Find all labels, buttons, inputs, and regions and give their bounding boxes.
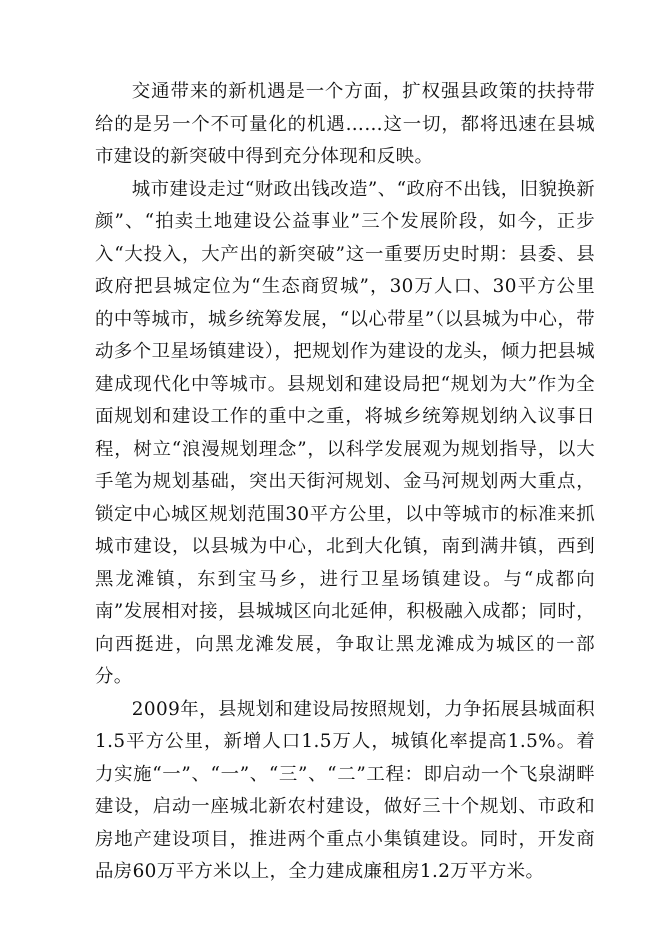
- document-body: [95, 76, 595, 889]
- paragraph-transport-opportunity: 交通带来的新机遇是一个方面，扩权强县政策的扶持带给的是另一个不可量化的机遇……这一切，都将迅速在县城市建设的新突破中得到充分体现和反映。: [95, 81, 595, 167]
- paragraph-urban-planning: 城市建设走过“财政出钱改造”、“政府不出钱，旧貌换新颜”、“拍卖土地建设公益事业”三个发展阶段，如今，正步入“大投入，大产出的新突破”这一重要历史时期：县委、县政府把县城定位为“生态商贸城”，30万人口、30平方公里的中等城市，城乡统筹发展，“以心带星”（以县城为中心，带动多个卫星场镇建设），把规划作为建设的龙头，倾力把县城建成现代化中等城市。县规划和建设局把“规划为大”作为全面规划和建设工作的重中之重，将城乡统筹规划纳入议事日程，树立“浪漫规划理念”，以科学发展观为规划指导，以大手笔为规划基础，突出天街河规划、金马河规划两大重点，锁定中心城区规划范围30平方公里，以中等城市的标准来抓城市建设，以县城为中心，北到大化镇，南到满井镇，西到黑龙滩镇，东到宝马乡，进行卫星场镇建设。与“成都向南”发展相对接，县城城区向北延伸，积极融入成都；同时，向西挺进，向黑龙滩发展，争取让黑龙滩成为城区的一部分。: [95, 178, 595, 687]
- paragraph-2009-plan: 2009年，县规划和建设局按照规划，力争拓展县城面积1.5平方公里，新增人口1.5万人，城镇化率提高1.5%。着力实施“一”、“一”、“三”、“二”工程：即启动一个飞泉湖畔建设，启动一座城北新农村建设，做好三十个规划、市政和房地产建设项目，推进两个重点小集镇建设。同时，开发商品房60万平方米以上，全力建成廉租房1.2万平方米。: [95, 698, 595, 882]
